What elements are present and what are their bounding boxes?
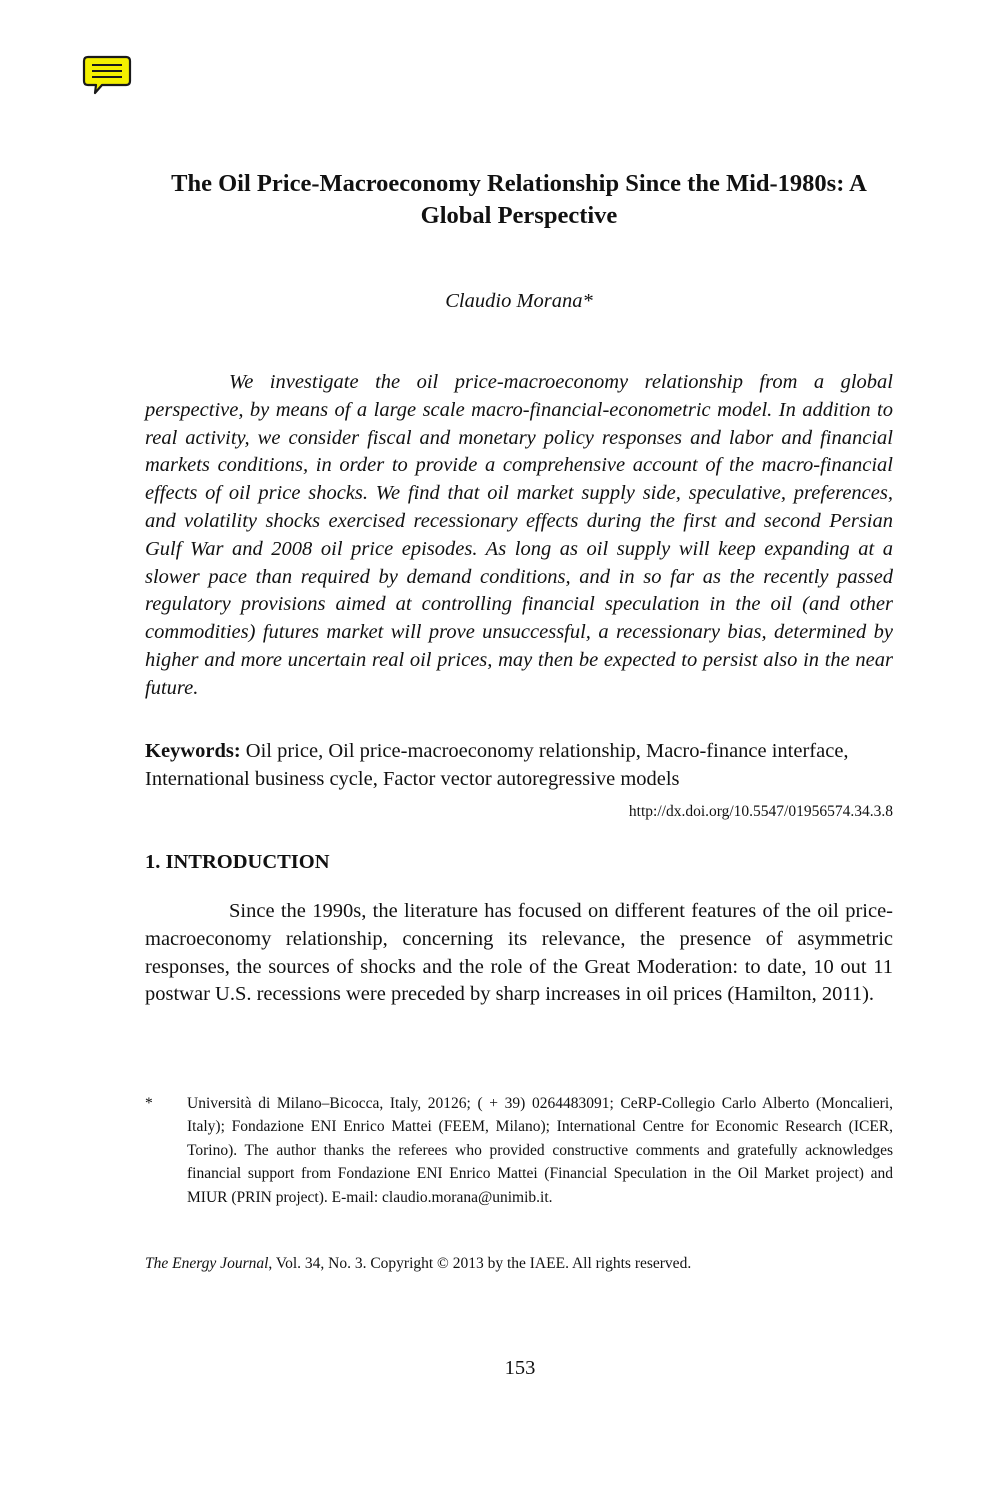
keywords: [145, 737, 893, 793]
comment-note-icon[interactable]: [82, 55, 132, 95]
author-footnote: [145, 1092, 893, 1209]
keywords-label: Keywords:: [145, 740, 241, 762]
journal-copyright: [145, 1253, 691, 1275]
intro-paragraph: Since the 1990s, the literature has focused on different features of the oil price-macroeconomy relationship, concerning its relevance, the presence of asymmetric responses, the sources of shocks and the role of the Great Moderation: to date, 10 out 11 postwar U.S. recessions were preceded by sharp increases in oil prices (Hamilton, 2011).: [145, 900, 893, 1006]
author-name: Claudio Morana*: [445, 290, 593, 312]
footnote-mark: *: [145, 1095, 153, 1112]
keywords-list: Oil price, Oil price-macroeconomy relationship, Macro-finance interface, International business cycle, Factor vector autoregressive models: [145, 740, 849, 790]
page-number: 153: [504, 1357, 536, 1379]
footnote-text: Università di Milano–Bicocca, Italy, 20126; ( + 39) 0264483091; CeRP-Collegio Carlo Alberto (Moncalieri, Italy); Fondazione ENI Enrico Mattei (FEEM, Milano); International Centre for Economic Research (ICER, Torino). The author thanks the referees who provided constructive comments and gratefully acknowledges financial support from Fondazione ENI Enrico Mattei (Financial Speculation in the Oil Market project) and MIUR (PRIN project). E-mail: claudio.morana@unimib.it.: [187, 1095, 893, 1206]
section-heading: 1. INTRODUCTION: [145, 851, 330, 873]
abstract: We investigate the oil price-macroeconomy relationship from a global perspective, by means of a large scale macro-financial-econometric model. In addition to real activity, we consider fiscal and monetary policy responses and labor and financial markets conditions, in order to provide a comprehensive account of the macro-financial effects of oil price shocks. We find that oil market supply side, speculative, preferences, and volatility shocks exercised recessionary effects during the first and second Persian Gulf War and 2008 oil price episodes. As long as oil supply will keep expanding at a slower pace than required by demand conditions, and in so far as the recently passed regulatory provisions aimed at controlling financial speculation in the oil (and other commodities) futures market will prove unsuccessful, a recessionary bias, determined by higher and more uncertain real oil prices, may then be expected to persist also in the near future.: [145, 371, 893, 699]
journal-details: , Vol. 34, No. 3. Copyright © 2013 by the IAEE. All rights reserved.: [268, 1255, 692, 1272]
journal-name: The Energy Journal: [145, 1255, 269, 1272]
doi-link[interactable]: http://dx.doi.org/10.5547/01956574.34.3.8: [628, 803, 893, 820]
paper-title: The Oil Price-Macroeconomy Relationship Since the Mid-1980s: A Global Perspective: [171, 170, 867, 229]
